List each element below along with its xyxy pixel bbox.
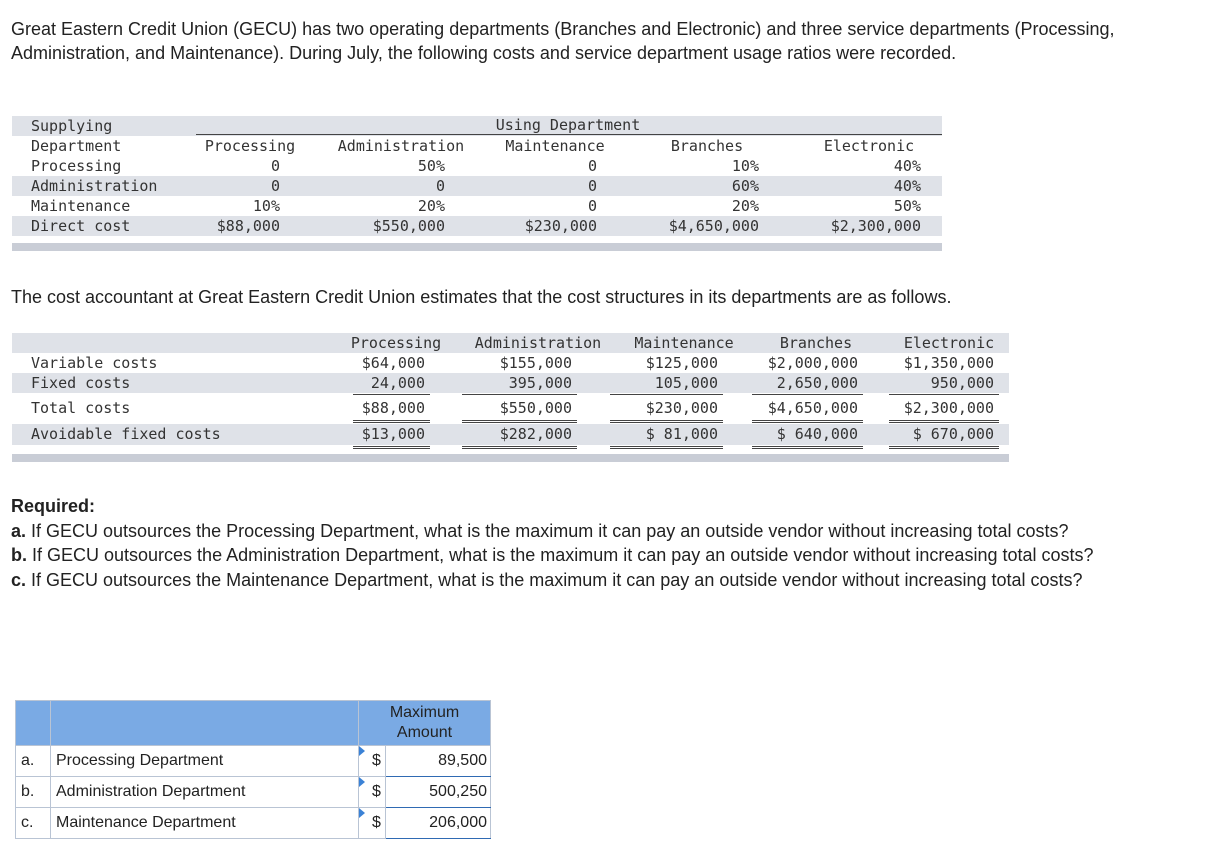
- subtotal-rule: [752, 394, 863, 395]
- table-bottom-band: [12, 454, 1009, 462]
- cell-value: 50%: [893, 197, 921, 215]
- row-label: Fixed costs: [31, 374, 131, 392]
- cell-value: $4,650,000: [668, 217, 759, 235]
- estimate-paragraph: The cost accountant at Great Eastern Credit Union estimates that the cost structures in its departments are as follows.: [11, 287, 952, 307]
- column-header: Administration: [337, 137, 465, 155]
- cell-value: 20%: [731, 197, 759, 215]
- cell-value: 0: [270, 157, 280, 175]
- column-header: Branches: [779, 334, 853, 352]
- column-header: Electronic: [823, 137, 915, 155]
- header-line: Maximum: [389, 704, 460, 721]
- cell-value: 0: [270, 177, 280, 195]
- cell-value: 24,000: [370, 374, 425, 392]
- row-header-line2: Department: [31, 137, 122, 155]
- cell-value: $4,650,000: [767, 399, 858, 417]
- cell-value: $230,000: [645, 399, 718, 417]
- cell-value: 0: [587, 177, 597, 195]
- total-double-rule: [462, 420, 577, 423]
- column-header: Electronic: [903, 334, 995, 352]
- subtotal-rule: [889, 394, 999, 395]
- subtotal-rule: [353, 394, 430, 395]
- row-label: Administration: [31, 177, 158, 195]
- cell-value: 40%: [893, 177, 921, 195]
- cell-value: 395,000: [508, 374, 572, 392]
- cell-value: $88,000: [216, 217, 280, 235]
- currency-symbol: $: [359, 746, 386, 777]
- row-letter: a.: [16, 746, 51, 777]
- required-text: If GECU outsources the Administration Department, what is the maximum it can pay an outside vendor without increasing total costs?: [27, 545, 1094, 565]
- required-item-c: [11, 568, 1223, 593]
- answer-table: [15, 700, 491, 839]
- row-label: Total costs: [31, 399, 131, 417]
- cell-value: $2,000,000: [767, 354, 858, 372]
- cell-value: 2,650,000: [776, 374, 858, 392]
- cell-value: 950,000: [930, 374, 994, 392]
- column-header: Maintenance: [505, 137, 605, 155]
- column-header: Processing: [350, 334, 442, 352]
- total-double-rule: [889, 420, 999, 423]
- cell-value: 10%: [731, 157, 759, 175]
- total-double-rule: [752, 420, 863, 423]
- cell-value: $550,000: [372, 217, 445, 235]
- cell-value: $ 640,000: [776, 425, 858, 443]
- table-bottom-band: [12, 243, 942, 251]
- subtotal-rule: [610, 394, 723, 395]
- cell-value: $88,000: [361, 399, 425, 417]
- row-header-line1: Supplying: [31, 117, 113, 135]
- answer-row-a: [16, 746, 491, 777]
- cell-value: 60%: [731, 177, 759, 195]
- row-label: Administration Department: [51, 777, 359, 808]
- row-label: Avoidable fixed costs: [31, 425, 221, 443]
- amount-input[interactable]: 206,000: [386, 808, 491, 839]
- intro-paragraph: Great Eastern Credit Union (GECU) has two operating departments (Branches and Electronic) and three service departments (Processing, Administration, and Maintenance). During July, the following costs and service department usage ratios were recorded.: [11, 19, 1115, 63]
- required-heading: Required:: [11, 496, 96, 516]
- cell-value: 40%: [893, 157, 921, 175]
- currency-symbol: $: [359, 808, 386, 839]
- cell-value: 0: [587, 197, 597, 215]
- required-text: If GECU outsources the Maintenance Department, what is the maximum it can pay an outside vendor without increasing total costs?: [26, 569, 1083, 590]
- cell-value: $230,000: [524, 217, 597, 235]
- cell-value: $2,300,000: [830, 217, 921, 235]
- column-header: Processing: [204, 137, 296, 155]
- row-label: Processing: [31, 157, 122, 175]
- required-item-a: [11, 519, 1223, 544]
- row-label: Processing Department: [51, 746, 359, 777]
- cell-value: $2,300,000: [903, 399, 994, 417]
- row-label: Maintenance Department: [51, 808, 359, 839]
- answer-row-b: [16, 777, 491, 808]
- row-letter: b.: [16, 777, 51, 808]
- required-item-b: [11, 543, 1223, 568]
- total-double-rule: [353, 446, 430, 449]
- maximum-amount-header: [359, 701, 491, 746]
- header-cell: [16, 701, 51, 746]
- column-header: Branches: [670, 137, 744, 155]
- total-double-rule: [889, 446, 999, 449]
- cell-value: $64,000: [361, 354, 425, 372]
- header-cell: [51, 701, 359, 746]
- required-letter: a.: [11, 520, 27, 541]
- required-letter: b.: [11, 545, 27, 565]
- answer-row-c: [16, 808, 491, 839]
- cell-value: $ 670,000: [912, 425, 994, 443]
- required-text: If GECU outsources the Processing Department, what is the maximum it can pay an outside vendor without increasing total costs?: [26, 520, 1069, 541]
- cell-value: $13,000: [361, 425, 425, 443]
- amount-input[interactable]: 89,500: [386, 746, 491, 777]
- required-letter: c.: [11, 569, 27, 590]
- cell-value: 50%: [417, 157, 445, 175]
- row-letter: c.: [16, 808, 51, 839]
- required-section: [11, 494, 1223, 592]
- cell-value: $1,350,000: [903, 354, 994, 372]
- total-double-rule: [353, 420, 430, 423]
- subtotal-rule: [462, 394, 577, 395]
- column-header: Administration: [474, 334, 602, 352]
- cell-value: $550,000: [499, 399, 572, 417]
- header-line: Amount: [396, 724, 453, 741]
- answer-header-row: [16, 701, 491, 746]
- column-header: Maintenance: [634, 334, 734, 352]
- amount-input[interactable]: 500,250: [386, 777, 491, 808]
- row-label: Variable costs: [31, 354, 158, 372]
- total-double-rule: [610, 420, 723, 423]
- cell-value: 10%: [252, 197, 280, 215]
- cell-value: $125,000: [645, 354, 718, 372]
- group-header: Using Department: [495, 116, 641, 134]
- currency-symbol: $: [359, 777, 386, 808]
- cell-value: 0: [587, 157, 597, 175]
- row-label: Direct cost: [31, 217, 131, 235]
- cell-value: 0: [435, 177, 445, 195]
- total-double-rule: [462, 446, 577, 449]
- cell-value: 20%: [417, 197, 445, 215]
- cell-value: $282,000: [499, 425, 572, 443]
- total-double-rule: [610, 446, 723, 449]
- cell-value: 105,000: [654, 374, 718, 392]
- row-label: Maintenance: [31, 197, 131, 215]
- cell-value: $ 81,000: [645, 425, 718, 443]
- total-double-rule: [752, 446, 863, 449]
- cell-value: $155,000: [499, 354, 572, 372]
